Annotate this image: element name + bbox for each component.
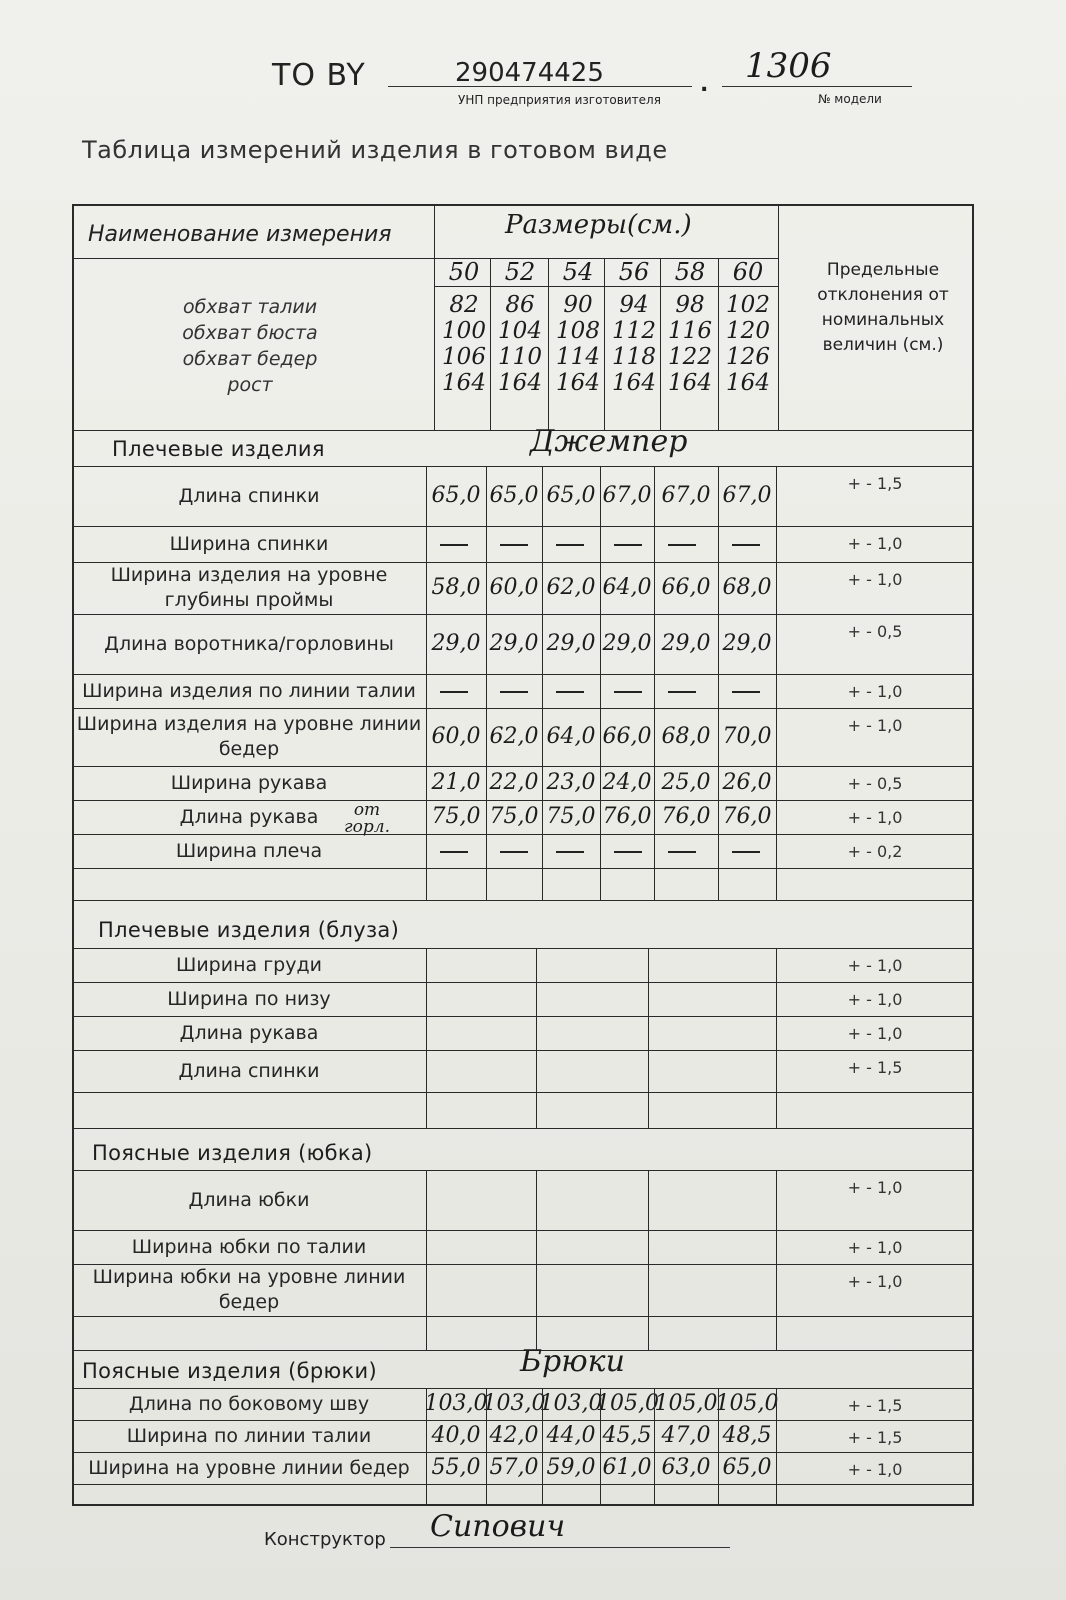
param-value: 126: [726, 344, 770, 370]
measurement-label: Ширина юбки по талии: [131, 1235, 367, 1258]
row-rule: [72, 708, 974, 709]
measurement-label: Длина рукава: [179, 1021, 319, 1044]
param-value: 164: [556, 370, 600, 396]
measurement-value: 22,0: [489, 770, 539, 795]
measurement-value: 76,0: [722, 804, 772, 829]
measurement-value: 67,0: [722, 483, 772, 508]
measurement-label: Ширина юбки на уровне линии бедер: [92, 1266, 406, 1313]
row-rule: [72, 674, 974, 675]
empty-value-dash: [500, 544, 528, 546]
measurement-label: Ширина плеча: [175, 839, 323, 862]
measurement-label: Ширина изделия по линии талии: [82, 679, 416, 702]
row-rule: [72, 766, 974, 767]
model-underline: [722, 86, 912, 87]
param-value: 164: [442, 370, 486, 396]
empty-value-dash: [500, 691, 528, 693]
column-rule: [600, 1388, 601, 1506]
tolerance-value: + - 1,0: [847, 990, 903, 1009]
tolerance-value: + - 0,5: [847, 622, 903, 641]
tolerance-value: + - 0,2: [847, 842, 903, 861]
measurement-value: 103,0: [539, 1391, 603, 1416]
column-rule: [718, 1388, 719, 1506]
empty-value-dash: [668, 851, 696, 853]
measurement-label: Длина воротника/горловины: [104, 632, 394, 655]
tolerance-value: + - 1,0: [847, 682, 903, 701]
measurement-label: Длина спинки: [178, 1059, 320, 1082]
table-rule: [778, 204, 779, 430]
measurement-value: 59,0: [546, 1455, 596, 1480]
param-value: 90: [563, 292, 593, 318]
unp-value: 290474425: [455, 58, 604, 88]
section-title-shoulder: Плечевые изделия: [112, 437, 325, 461]
measurement-value: 76,0: [661, 804, 711, 829]
size-label: 58: [674, 258, 706, 286]
measurement-value: 58,0: [431, 575, 481, 600]
measurement-value: 75,0: [431, 804, 481, 829]
sizes-column-header: Размеры(см.): [505, 210, 692, 240]
tolerance-value: + - 0,5: [847, 774, 903, 793]
sleeve-length-note: от горл.: [344, 800, 390, 837]
row-rule: [72, 834, 974, 835]
param-value: 98: [675, 292, 705, 318]
measurement-value: 68,0: [661, 724, 711, 749]
measurement-value: 63,0: [661, 1455, 711, 1480]
column-rule: [776, 948, 777, 1128]
column-rule: [776, 1388, 777, 1506]
measurement-value: 68,0: [722, 575, 772, 600]
section-rule: [72, 466, 974, 467]
row-rule: [72, 1092, 974, 1093]
measurement-value: 66,0: [661, 575, 711, 600]
measurement-value: 70,0: [722, 724, 772, 749]
tolerance-value: + - 1,0: [847, 1238, 903, 1257]
tolerance-value: + - 1,0: [847, 956, 903, 975]
measurement-value: 60,0: [431, 724, 481, 749]
measurement-label: Ширина изделия на уровне глубины проймы: [110, 564, 388, 611]
param-value: 110: [498, 344, 542, 370]
empty-value-dash: [556, 851, 584, 853]
header-separator: .: [700, 72, 709, 97]
measurement-value: 105,0: [654, 1391, 718, 1416]
empty-value-dash: [614, 544, 642, 546]
measurement-label: Ширина изделия на уровне линии бедер: [76, 713, 422, 760]
measurement-value: 55,0: [431, 1455, 481, 1480]
measurement-label: Ширина рукава: [170, 771, 328, 794]
empty-value-dash: [440, 544, 468, 546]
param-value: 122: [668, 344, 712, 370]
measurement-value: 40,0: [431, 1423, 481, 1448]
tolerance-value: + - 1,5: [847, 1428, 903, 1447]
column-rule: [426, 1170, 427, 1350]
section-rule: [72, 1170, 974, 1171]
param-value: 164: [612, 370, 656, 396]
column-rule: [718, 466, 719, 900]
measurement-value: 75,0: [489, 804, 539, 829]
measurement-value: 29,0: [602, 631, 652, 656]
column-rule: [426, 466, 427, 900]
measurement-label: Ширина по линии талии: [126, 1424, 372, 1447]
measurement-label: Ширина по низу: [167, 987, 331, 1010]
param-value: 116: [668, 318, 712, 344]
shoulder-product-note: Джемпер: [530, 424, 688, 459]
model-number: 1306: [745, 46, 832, 86]
measurement-value: 29,0: [722, 631, 772, 656]
measurement-label: Длина спинки: [178, 484, 320, 507]
measurement-label: Длина рукава: [179, 805, 319, 828]
column-rule: [486, 1388, 487, 1506]
tolerance-value: + - 1,5: [847, 474, 903, 493]
size-label: 54: [562, 258, 594, 286]
section-rule: [72, 948, 974, 949]
measurement-label: Длина юбки: [188, 1188, 310, 1211]
column-rule: [648, 948, 649, 1128]
empty-value-dash: [732, 851, 760, 853]
tolerance-column-header: Предельные отклонения от номинальных величин (см.): [817, 260, 949, 355]
measurement-value: 65,0: [722, 1455, 772, 1480]
name-column-header: Наименование измерения: [88, 222, 392, 247]
row-rule: [72, 614, 974, 615]
row-rule: [72, 982, 974, 983]
empty-value-dash: [668, 691, 696, 693]
row-rule: [72, 1128, 974, 1129]
document-title: Таблица измерений изделия в готовом виде: [82, 136, 668, 164]
signature-line: [390, 1547, 730, 1548]
measurement-value: 29,0: [546, 631, 596, 656]
empty-value-dash: [500, 851, 528, 853]
measurement-value: 103,0: [424, 1391, 488, 1416]
column-rule: [486, 466, 487, 900]
row-rule: [72, 1484, 974, 1485]
tolerance-value: + - 1,0: [847, 716, 903, 735]
tolerance-value: + - 1,0: [847, 1460, 903, 1479]
unp-caption: УНП предприятия изготовителя: [458, 93, 661, 107]
param-value: 82: [449, 292, 479, 318]
measurement-value: 60,0: [489, 575, 539, 600]
measurement-value: 105,0: [715, 1391, 779, 1416]
column-rule: [600, 466, 601, 900]
measurement-value: 75,0: [546, 804, 596, 829]
empty-value-dash: [440, 851, 468, 853]
measurement-value: 65,0: [489, 483, 539, 508]
size-label: 60: [732, 258, 764, 286]
tolerance-value: + - 1,0: [847, 1178, 903, 1197]
measurement-label: Ширина на уровне линии бедер: [88, 1456, 410, 1479]
empty-value-dash: [732, 544, 760, 546]
measurement-value: 62,0: [489, 724, 539, 749]
column-rule: [776, 466, 777, 900]
measurement-value: 26,0: [722, 770, 772, 795]
measurement-value: 48,5: [722, 1423, 772, 1448]
measurement-value: 67,0: [602, 483, 652, 508]
table-rule: [72, 430, 974, 431]
measurement-value: 57,0: [489, 1455, 539, 1480]
row-rule: [72, 1230, 974, 1231]
measurement-value: 23,0: [546, 770, 596, 795]
constructor-signature: [430, 1506, 630, 1546]
measurement-value: 64,0: [546, 724, 596, 749]
tolerance-value: + - 1,0: [847, 1272, 903, 1291]
param-value: 120: [726, 318, 770, 344]
measurement-value: 105,0: [596, 1391, 659, 1416]
trousers-product-note: Брюки: [520, 1344, 625, 1379]
empty-value-dash: [668, 544, 696, 546]
measurement-value: 67,0: [661, 483, 711, 508]
measurement-label: Ширина груди: [176, 953, 322, 976]
measurement-label: Длина по боковому шву: [128, 1392, 370, 1415]
tolerance-value: + - 1,0: [847, 808, 903, 827]
param-value: 164: [668, 370, 712, 396]
column-rule: [776, 1170, 777, 1350]
tolerance-value: + - 1,0: [847, 1024, 903, 1043]
section-title-trousers: Поясные изделия (брюки): [82, 1359, 377, 1383]
column-rule: [536, 948, 537, 1128]
row-rule: [72, 900, 974, 901]
param-label: обхват талии: [182, 296, 318, 318]
tolerance-value: + - 1,5: [847, 1396, 903, 1415]
column-rule: [426, 1388, 427, 1506]
measurement-value: 103,0: [482, 1391, 546, 1416]
row-rule: [72, 1452, 974, 1453]
column-rule: [654, 466, 655, 900]
measurement-value: 66,0: [602, 724, 652, 749]
measurement-value: 45,5: [602, 1423, 652, 1448]
param-value: 102: [726, 292, 770, 318]
model-caption: № модели: [818, 92, 882, 106]
param-value: 86: [505, 292, 535, 318]
measurement-value: 62,0: [546, 575, 596, 600]
standard-label: ТО BY: [272, 58, 366, 93]
param-value: 100: [442, 318, 486, 344]
empty-value-dash: [556, 691, 584, 693]
measurement-value: 65,0: [431, 483, 481, 508]
svg-text:Сипович: Сипович: [430, 1509, 566, 1544]
constructor-label: Конструктор: [264, 1529, 386, 1550]
measurement-value: 42,0: [489, 1423, 539, 1448]
measurement-value: 29,0: [661, 631, 711, 656]
row-rule: [72, 526, 974, 527]
measurement-value: 44,0: [546, 1423, 596, 1448]
measurement-label: Ширина спинки: [169, 532, 329, 555]
param-value: 94: [619, 292, 649, 318]
empty-value-dash: [614, 851, 642, 853]
row-rule: [72, 1420, 974, 1421]
measurement-value: 47,0: [661, 1423, 711, 1448]
empty-value-dash: [614, 691, 642, 693]
param-value: 104: [498, 318, 542, 344]
column-rule: [536, 1170, 537, 1350]
measurement-value: 65,0: [546, 483, 596, 508]
column-rule: [648, 1170, 649, 1350]
unp-underline: [388, 86, 692, 87]
empty-value-dash: [556, 544, 584, 546]
param-value: 112: [612, 318, 656, 344]
measurement-value: 64,0: [602, 575, 652, 600]
measurement-value: 29,0: [431, 631, 481, 656]
measurement-value: 29,0: [489, 631, 539, 656]
param-value: 106: [442, 344, 486, 370]
column-rule: [542, 466, 543, 900]
row-rule: [72, 800, 974, 801]
measurement-value: 61,0: [602, 1455, 652, 1480]
column-rule: [654, 1388, 655, 1506]
param-value: 108: [556, 318, 600, 344]
param-label: обхват бюста: [182, 322, 318, 344]
tolerance-value: + - 1,5: [847, 1058, 903, 1077]
row-rule: [72, 1050, 974, 1051]
measurement-value: 25,0: [661, 770, 711, 795]
row-rule: [72, 868, 974, 869]
size-label: 50: [448, 258, 480, 286]
tolerance-value: + - 1,0: [847, 534, 903, 553]
row-rule: [72, 1316, 974, 1317]
section-rule: [72, 1388, 974, 1389]
empty-value-dash: [440, 691, 468, 693]
empty-value-dash: [732, 691, 760, 693]
section-title-blouse: Плечевые изделия (блуза): [98, 918, 400, 942]
param-value: 164: [726, 370, 770, 396]
size-label: 52: [504, 258, 536, 286]
param-value: 164: [498, 370, 542, 396]
param-label: обхват бедер: [182, 348, 318, 370]
param-value: 114: [556, 344, 600, 370]
size-row-rule: [434, 286, 778, 287]
section-title-skirt: Поясные изделия (юбка): [92, 1141, 373, 1165]
param-value: 118: [612, 344, 656, 370]
measurement-value: 76,0: [602, 804, 652, 829]
row-rule: [72, 1016, 974, 1017]
column-rule: [542, 1388, 543, 1506]
size-label: 56: [618, 258, 650, 286]
param-label: рост: [227, 374, 273, 396]
tolerance-value: + - 1,0: [847, 570, 903, 589]
measurement-value: 21,0: [431, 770, 481, 795]
measurement-value: 24,0: [602, 770, 652, 795]
column-rule: [426, 948, 427, 1128]
